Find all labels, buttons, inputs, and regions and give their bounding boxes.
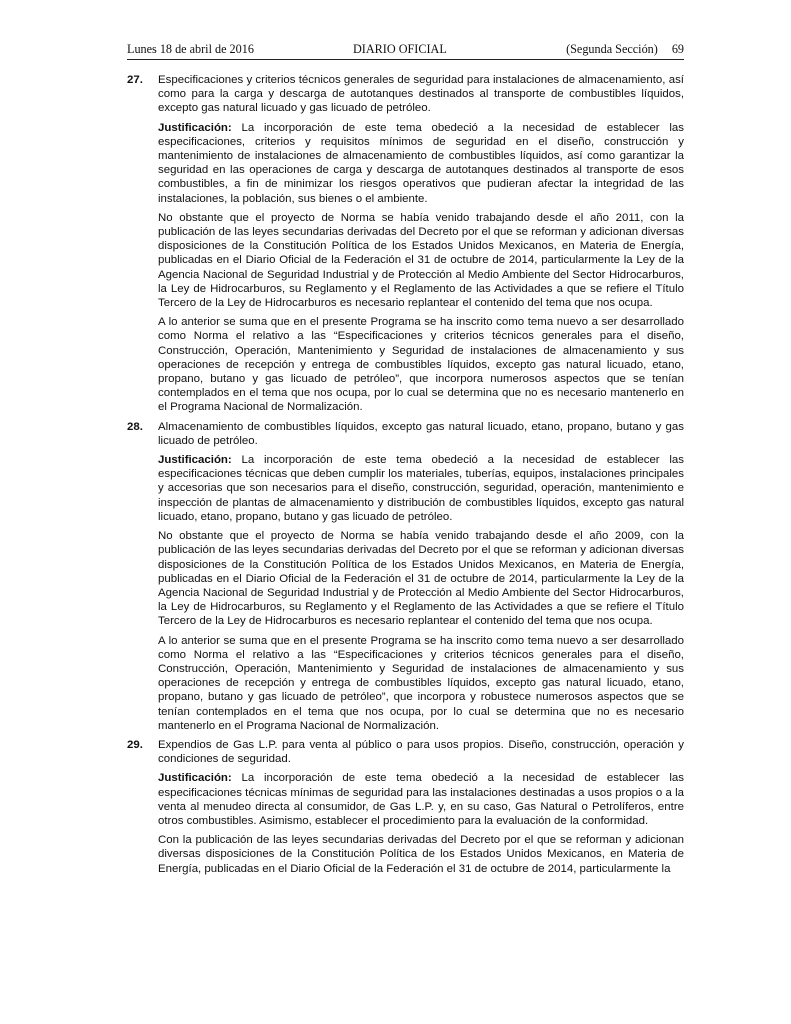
body-paragraph: A lo anterior se suma que en el presente Programa se ha inscrito como tema nuevo a ser desarrollado como Norma el relativo a las “Especificaciones y criterios técnicos generales para el diseño, Construcción, Operación, Mantenimiento y Seguridad de instalaciones de almacenamiento y sus operaciones de recepción y entrega de combustibles líquidos, excepto gas natural licuado, etano, propano, butano y gas licuado de petróleo”, que incorpora numerosos aspectos que se tenían contemplados en el tema que nos ocupa, por lo cual se determina que no es necesario mantenerlo en el Programa Nacional de Normalización.	[158, 316, 684, 414]
header-section-label: (Segunda Sección)	[566, 42, 658, 56]
justification-text: La incorporación de este tema obedeció a la necesidad de establecer las especificaciones técnicas que deben cumplir los materiales, tuberías, equipos, instalaciones principales y accesorias que son necesarios para el diseño, construcción, seguridad, operación, mantenimiento e inspección de plantas de almacenamiento y distribución de combustibles líquidos, excepto gas natural licuado, etano, propano, butano y gas licuado de petróleo.	[158, 454, 684, 523]
item-title: Almacenamiento de combustibles líquidos, excepto gas natural licuado, etano, propano, butano y gas licuado de petróleo.	[158, 420, 684, 447]
justification-text: La incorporación de este tema obedeció a la necesidad de establecer las especificaciones técnicas mínimas de seguridad para las instalaciones destinadas a usos propios o a la venta al menudeo directa al consumidor, de Gas L.P. y, en su caso, Gas Natural o Petrolíferos, entre otros combustibles. Asimismo, establecer el procedimiento para la evaluación de la conformidad.	[158, 772, 684, 827]
justification-paragraph	[158, 121, 684, 206]
header-publication: DIARIO OFICIAL	[353, 42, 447, 56]
body-paragraph: Con la publicación de las leyes secundarias derivadas del Decreto por el que se reforman y adicionan diversas disposiciones de la Constitución Política de los Estados Unidos Mexicanos, en Materia de Energía, publicadas en el Diario Oficial de la Federación el 31 de octubre de 2014, particularmente la	[158, 834, 684, 875]
body-paragraph: A lo anterior se suma que en el presente Programa se ha inscrito como tema nuevo a ser desarrollado como Norma el relativo a las “Especificaciones y criterios técnicos generales para el diseño, Construcción, Operación, Mantenimiento y Seguridad de instalaciones de almacenamiento y sus operaciones de recepción y entrega de combustibles líquidos, excepto gas natural licuado, etano, propano, butano y gas licuado de petróleo”, que incorpora y robustece numerosos aspectos que se tenían contemplados en el tema que nos ocupa, por lo cual se determina que no es necesario mantenerlo en el Programa Nacional de Normalización.	[158, 634, 684, 732]
page-number: 69	[671, 42, 684, 56]
justification-paragraph	[158, 771, 684, 828]
header-section	[566, 42, 684, 57]
item-title: Expendios de Gas L.P. para venta al público o para usos propios. Diseño, construcción, operación y condiciones de seguridad.	[158, 738, 684, 766]
item-title: Especificaciones y criterios técnicos generales de seguridad para instalaciones de almacenamiento, así como para la carga y descarga de autotanques destinados al transporte de combustibles líquidos, excepto gas natural licuado y gas licuado de petróleo.	[158, 74, 684, 115]
document-body	[127, 73, 684, 876]
justification-label: Justificación:	[158, 454, 232, 467]
page-header	[127, 40, 684, 60]
list-item-29	[127, 738, 684, 876]
justification-text: La incorporación de este tema obedeció a la necesidad de establecer las especificaciones, criterios y requisitos mínimos de seguridad en el diseño, construcción y mantenimiento de instalaciones de almacenamiento de combustibles líquidos, así como garantizar la seguridad en las operaciones de carga y descarga de autotanques destinados al transporte de esos combustibles, a fin de minimizar los riesgos operativos que pudieran afectar la integridad de las instalaciones, la población, sus bienes o el ambiente.	[158, 121, 684, 205]
justification-label: Justificación:	[158, 772, 232, 785]
item-number: 27.	[127, 74, 143, 86]
justification-label: Justificación:	[158, 121, 232, 134]
item-number: 28.	[127, 420, 143, 433]
body-paragraph: No obstante que el proyecto de Norma se había venido trabajando desde el año 2011, con la publicación de las leyes secundarias derivadas del Decreto por el que se reforman y adicionan diversas disposiciones de la Constitución Política de los Estados Unidos Mexicanos, en Materia de Energía, publicadas en el Diario Oficial de la Federación el 31 de octubre de 2014, particularmente la Ley de la Agencia Nacional de Seguridad Industrial y de Protección al Medio Ambiente del Sector Hidrocarburos, la Ley de Hidrocarburos, su Reglamento y el Reglamento de las Actividades a que se refiere el Título Tercero de la Ley de Hidrocarburos es necesario replantear el contenido del tema que nos ocupa.	[158, 211, 684, 310]
list-item-28	[127, 420, 684, 733]
justification-paragraph	[158, 453, 684, 524]
list-item-27	[127, 73, 684, 415]
body-paragraph: No obstante que el proyecto de Norma se había venido trabajando desde el año 2009, con la publicación de las leyes secundarias derivadas del Decreto por el que se reforman y adicionan diversas disposiciones de la Constitución Política de los Estados Unidos Mexicanos, en Materia de Energía, publicadas en el Diario Oficial de la Federación el 31 de octubre de 2014, particularmente la Ley de la Agencia Nacional de Seguridad Industrial y de Protección al Medio Ambiente del Sector Hidrocarburos, la Ley de Hidrocarburos, su Reglamento y el Reglamento de las Actividades a que se refiere el Título Tercero de la Ley de Hidrocarburos es necesario replantear el contenido del tema que nos ocupa.	[158, 530, 684, 628]
header-date: Lunes 18 de abril de 2016	[127, 42, 254, 56]
document-page	[127, 40, 684, 881]
item-number: 29.	[127, 738, 143, 751]
